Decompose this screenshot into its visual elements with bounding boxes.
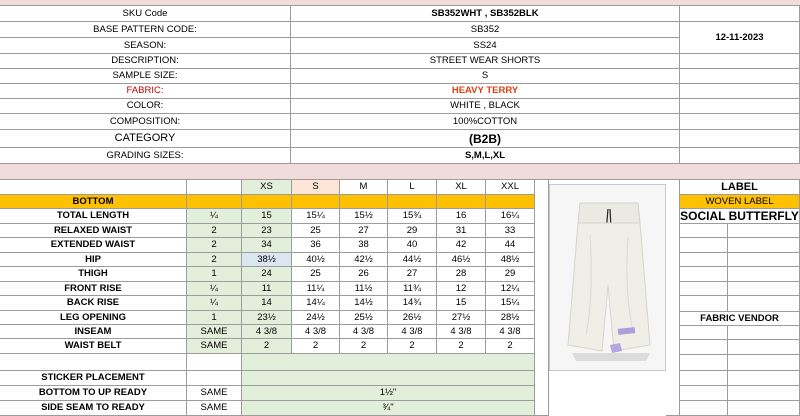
label-grid-cell: [728, 296, 800, 312]
measure-value: 38: [340, 238, 388, 253]
measure-value: 36: [292, 238, 340, 253]
tolerance-value: 1: [187, 267, 242, 282]
measure-value: 4 3/8: [242, 325, 292, 339]
woven-label: WOVEN LABEL: [680, 195, 800, 209]
header-right-cell-1: [680, 54, 800, 69]
label-grid-cell: [728, 355, 800, 371]
category-label: CATEGORY: [0, 130, 291, 148]
fabric-label: FABRIC:: [0, 84, 291, 99]
measure-value: 15¾: [388, 209, 437, 224]
extra-value: ¾": [242, 401, 535, 416]
measure-value: 40½: [292, 253, 340, 267]
label-grid-cell: [680, 267, 728, 282]
label-grid-cell: [680, 401, 728, 416]
measure-name: INSEAM: [0, 325, 187, 339]
measure-value: 2: [388, 339, 437, 354]
sample-size-label: SAMPLE SIZE:: [0, 69, 291, 84]
brand-name: SOCIAL BUTTERFLY: [680, 209, 799, 223]
label-grid-cell: [728, 371, 800, 386]
tolerance-value: 1: [187, 311, 242, 325]
tolerance-value: ¼: [187, 296, 242, 311]
tolerance-value: SAME: [187, 325, 242, 339]
measure-value: 27: [388, 267, 437, 282]
size-header-s: S: [292, 180, 340, 195]
measure-value: 14: [242, 296, 292, 311]
measure-value: 25½: [340, 311, 388, 325]
measure-value: 2: [340, 339, 388, 354]
tolerance-value: SAME: [187, 339, 242, 354]
label-grid-cell: [680, 340, 728, 355]
section-title-tol: [187, 195, 242, 209]
extra-measure-name: SIDE SEAM TO READY: [0, 401, 187, 416]
label-grid-cell: [728, 326, 800, 340]
description-value: STREET WEAR SHORTS: [291, 54, 680, 69]
measure-value: 4 3/8: [437, 325, 486, 339]
label-grid-cell: [728, 267, 800, 282]
section-bar-cell: [486, 195, 535, 209]
photo-gutter-right: [666, 180, 680, 416]
shorts-illustration: [550, 185, 666, 371]
label-grid-cell: [728, 238, 800, 253]
product-photo: [549, 184, 666, 371]
measure-name: BACK RISE: [0, 296, 187, 311]
measure-value: 23½: [242, 311, 292, 325]
header-right-cell-4: [680, 99, 800, 114]
extra-value: [242, 371, 535, 386]
label-grid-cell: [680, 326, 728, 340]
measure-value: 4 3/8: [486, 325, 535, 339]
measure-value: 29: [486, 267, 535, 282]
label-grid-cell: [680, 282, 728, 296]
sku-value: SB352WHT , SB352BLK: [291, 6, 680, 22]
measure-value: 26½: [388, 311, 437, 325]
blank-row-name: [0, 354, 187, 371]
measure-value: 31: [437, 224, 486, 238]
measure-value: 16¼: [486, 209, 535, 224]
extra-tolerance: SAME: [187, 386, 242, 401]
extra-measure-name: BOTTOM TO UP READY: [0, 386, 187, 401]
tolerance-value: 2: [187, 224, 242, 238]
measure-value: 40: [388, 238, 437, 253]
header-right-cell-6: [680, 130, 800, 148]
measure-value: 2: [242, 339, 292, 354]
measure-value: 27½: [437, 311, 486, 325]
measure-value: 14½: [340, 296, 388, 311]
section-bar-cell: [242, 195, 292, 209]
measure-value: 28: [437, 267, 486, 282]
measure-value: 12¼: [486, 282, 535, 296]
measure-value: 26: [340, 267, 388, 282]
measure-name: WAIST BELT: [0, 339, 187, 354]
color-value: WHITE , BLACK: [291, 99, 680, 114]
label-grid-cell: [728, 253, 800, 267]
extra-measure-name: STICKER PLACEMENT: [0, 371, 187, 386]
measure-value: 11¾: [388, 282, 437, 296]
tolerance-value: ¼: [187, 282, 242, 296]
measure-value: 44½: [388, 253, 437, 267]
measure-name: HIP: [0, 253, 187, 267]
measure-value: 38½: [242, 253, 292, 267]
measure-name: EXTENDED WAIST: [0, 238, 187, 253]
description-label: DESCRIPTION:: [0, 54, 291, 69]
measure-value: 14¼: [292, 296, 340, 311]
measure-value: 11: [242, 282, 292, 296]
header-date-top-cell: [680, 6, 800, 22]
measure-value: 11½: [340, 282, 388, 296]
measure-value: 2: [292, 339, 340, 354]
measure-value: 33: [486, 224, 535, 238]
section-bar-cell: [292, 195, 340, 209]
sample-size-value: S: [291, 69, 680, 84]
measure-value: 2: [486, 339, 535, 354]
composition-value: 100%COTTON: [291, 114, 680, 130]
label-grid-cell: [680, 371, 728, 386]
measure-value: 23: [242, 224, 292, 238]
measure-value: 25: [292, 267, 340, 282]
label-grid-cell: [680, 224, 728, 238]
measure-value: 44: [486, 238, 535, 253]
category-value: (B2B): [291, 130, 680, 148]
section-bar-cell: [340, 195, 388, 209]
label-grid-cell: [680, 386, 728, 401]
measure-value: 4 3/8: [388, 325, 437, 339]
size-header-m: M: [340, 180, 388, 195]
extra-value: 1½": [242, 386, 535, 401]
grading-value: S,M,L,XL: [291, 148, 680, 164]
season-label: SEASON:: [0, 38, 291, 54]
measure-value: 27: [340, 224, 388, 238]
measure-value: 34: [242, 238, 292, 253]
composition-label: COMPOSITION:: [0, 114, 291, 130]
measure-value: 15: [437, 296, 486, 311]
size-header-blank: [0, 180, 187, 195]
measure-value: 2: [437, 339, 486, 354]
grading-label: GRADING SIZES:: [0, 148, 291, 164]
label-grid-cell: [728, 401, 800, 416]
section-bar-cell: [437, 195, 486, 209]
label-grid-cell: [680, 296, 728, 312]
label-grid-cell: [680, 355, 728, 371]
header-right-cell-2: [680, 69, 800, 84]
tolerance-value: ¼: [187, 209, 242, 224]
measure-name: TOTAL LENGTH: [0, 209, 187, 224]
label-grid-cell: [680, 253, 728, 267]
measure-name: RELAXED WAIST: [0, 224, 187, 238]
photo-gutter: [535, 180, 549, 416]
fabric-vendor: FABRIC VENDOR: [680, 312, 800, 326]
extra-tolerance: SAME: [187, 401, 242, 416]
measure-value: 42½: [340, 253, 388, 267]
measure-value: 48½: [486, 253, 535, 267]
header-right-cell-5: [680, 114, 800, 130]
label-grid-cell: [728, 282, 800, 296]
section-bar-cell: [388, 195, 437, 209]
fabric-value: HEAVY TERRY: [291, 84, 680, 99]
size-header-xxl: XXL: [486, 180, 535, 195]
measure-value: 16: [437, 209, 486, 224]
label-grid-cell: [728, 340, 800, 355]
measure-value: 15½: [340, 209, 388, 224]
size-header-l: L: [388, 180, 437, 195]
measure-name: LEG OPENING: [0, 311, 187, 325]
measure-value: 15: [242, 209, 292, 224]
base-pattern-value: SB352: [291, 22, 680, 38]
measure-value: 24½: [292, 311, 340, 325]
sku-label: SKU Code: [0, 6, 291, 22]
measure-value: 46½: [437, 253, 486, 267]
tolerance-value: 2: [187, 253, 242, 267]
measure-value: 42: [437, 238, 486, 253]
measure-name: THIGH: [0, 267, 187, 282]
size-header-xl: XL: [437, 180, 486, 195]
measure-value: 24: [242, 267, 292, 282]
label-title: LABEL: [680, 180, 800, 195]
section-title-bottom: BOTTOM: [0, 195, 187, 209]
season-value: SS24: [291, 38, 680, 54]
color-label: COLOR:: [0, 99, 291, 114]
label-grid-cell: [728, 386, 800, 401]
extra-tolerance: [187, 371, 242, 386]
size-header-xs: XS: [242, 180, 292, 195]
size-header-tol-blank: [187, 180, 242, 195]
measure-value: 12: [437, 282, 486, 296]
tolerance-value: 2: [187, 238, 242, 253]
measure-value: 4 3/8: [340, 325, 388, 339]
measure-value: 14¾: [388, 296, 437, 311]
measure-name: FRONT RISE: [0, 282, 187, 296]
measure-value: 29: [388, 224, 437, 238]
header-separator: [0, 164, 800, 180]
base-pattern-label: BASE PATTERN CODE:: [0, 22, 291, 38]
label-grid-cell: [728, 224, 800, 238]
measure-value: 28½: [486, 311, 535, 325]
measure-value: 15¼: [486, 296, 535, 311]
measure-value: 11¼: [292, 282, 340, 296]
header-right-cell-3: [680, 84, 800, 99]
blank-row-values: [242, 354, 535, 371]
blank-row-tol: [187, 354, 242, 371]
measure-value: 15¼: [292, 209, 340, 224]
label-grid-cell: [680, 238, 728, 253]
header-right-cell-7: [680, 148, 800, 164]
date-value: 12-11-2023: [680, 22, 800, 54]
measure-value: 4 3/8: [292, 325, 340, 339]
measure-value: 25: [292, 224, 340, 238]
